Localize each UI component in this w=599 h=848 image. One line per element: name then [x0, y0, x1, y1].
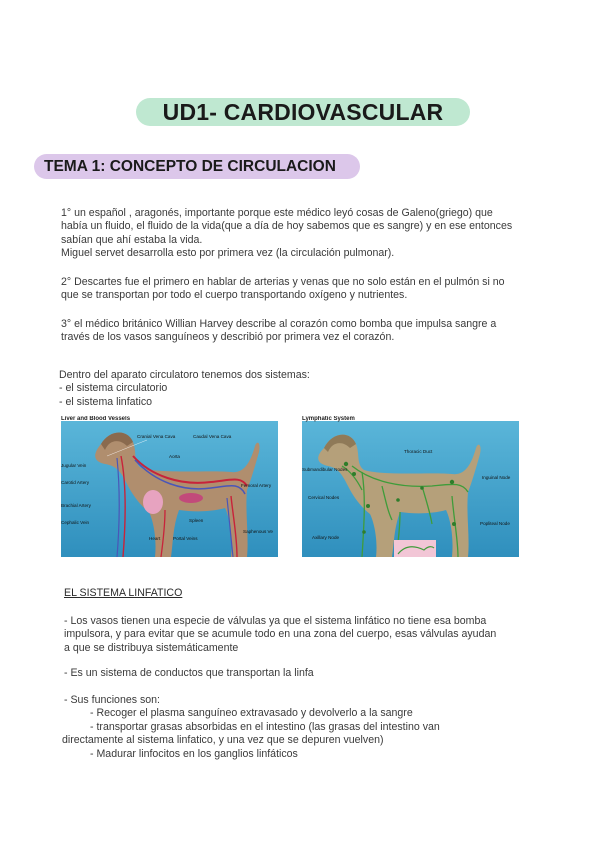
paragraph-3: [61, 318, 551, 345]
linfatico-bullet-2: [64, 667, 554, 680]
tema-banner: [34, 154, 360, 179]
function-item: - Recoger el plasma sanguíneo extravasado y devolverlo a la sangre: [90, 707, 413, 720]
label-thoracic-duct: Thoracic Duct: [404, 449, 433, 454]
label-inguinal-node: Inguinal Node: [482, 475, 511, 480]
inset-image: [394, 540, 436, 557]
text-line: Miguel servet desarrolla esto por primera vez (la circulación pulmonar).: [61, 247, 395, 260]
text-line: - el sistema linfatico: [59, 395, 153, 408]
text-line: - Sus funciones son:: [64, 694, 160, 706]
label-axillary-node: Axillary Node: [312, 535, 340, 540]
linfatico-bullet-1: [64, 615, 554, 655]
paragraph-1: [61, 207, 551, 261]
text-line: través de los vasos sanguíneos y describió por primera vez el corazón.: [61, 331, 395, 344]
label-jugular-vein: Jugular Vein: [61, 463, 87, 468]
text-line: Dentro del aparato circulatoro tenemos dos sistemas:: [59, 369, 310, 381]
text-line: a que se distribuya sistemáticamente: [64, 641, 239, 654]
function-item: - Madurar linfocitos en los ganglios linfáticos: [90, 747, 298, 760]
spleen-shape: [179, 493, 203, 503]
paragraph-2: [61, 276, 551, 303]
label-caudal-vena-cava: Caudal Vena Cava: [193, 434, 232, 439]
circulatory-system-figure: [61, 416, 278, 557]
function-item: - transportar grasas absorbidas en el intestino (las grasas del intestino van: [90, 720, 440, 733]
label-heart: Heart: [149, 536, 161, 541]
label-saphenous-vein: Saphenous Ve: [243, 529, 273, 534]
lymphatic-system-figure: [302, 416, 519, 557]
section-heading: EL SISTEMA LINFATICO: [64, 587, 183, 599]
label-cephalic-vein: Cephalic Vein: [61, 520, 90, 525]
label-femoral-artery: Femoral Artery: [241, 483, 272, 488]
text-line: - el sistema circulatorio: [59, 382, 168, 395]
text-line: 1° un español , aragonés, importante porque este médico leyó cosas de Galeno(griego) que: [61, 207, 493, 219]
text-line: había un fluido, el fluido de la vida(que a día de hoy sabemos que es sangre) y en ese entonces: [61, 220, 513, 233]
figure-top-text: Lymphatic System: [302, 416, 355, 422]
heart-shape: [143, 490, 163, 514]
label-brachial-artery: Brachial Artery: [61, 503, 91, 508]
text-line: impulsora, y para evitar que se acumule todo en una zona del cuerpo, esas válvulas ayudan: [64, 628, 497, 641]
label-cervical-nodes: Cervical Nodes: [308, 495, 340, 500]
paragraph-4: [59, 369, 549, 409]
section-title: TEMA 1: CONCEPTO DE CIRCULACION: [44, 157, 336, 175]
page-title: UD1- CARDIOVASCULAR: [162, 98, 444, 125]
text-line: que se transportan por todo el cuerpo transportando oxígeno y nutrientes.: [61, 289, 408, 302]
label-submandibular-nodes: Submandibular Nodes: [302, 467, 348, 472]
text-line: - Es un sistema de conductos que transportan la linfa: [64, 667, 314, 679]
label-spleen: Spleen: [189, 518, 204, 523]
label-portal-veins: Portal Veins: [173, 536, 198, 541]
figure-top-text: Liver and Blood Vessels: [61, 416, 131, 422]
title-banner: [136, 98, 470, 126]
label-carotid-artery: Carotid Artery: [61, 480, 90, 485]
text-line: - Los vasos tienen una especie de válvulas ya que el sistema linfático no tiene esa bomba: [64, 615, 487, 627]
label-cranial-vena-cava: Cranial Vena Cava: [137, 434, 176, 439]
label-popliteal-node: Popliteal Node: [480, 521, 510, 526]
linfatico-functions: [64, 694, 564, 761]
text-line: directamente al sistema linfatico, y una vez que se depuren vuelven): [62, 734, 384, 747]
label-aorta: Aorta: [169, 454, 180, 459]
text-line: 2° Descartes fue el primero en hablar de arterias y venas que no solo están en el pulmón si no: [61, 276, 505, 288]
text-line: 3° el médico británico Willian Harvey describe al corazón como bomba que impulsa sangre a: [61, 318, 497, 330]
text-line: sabían que ahí estaba la vida.: [61, 233, 203, 246]
